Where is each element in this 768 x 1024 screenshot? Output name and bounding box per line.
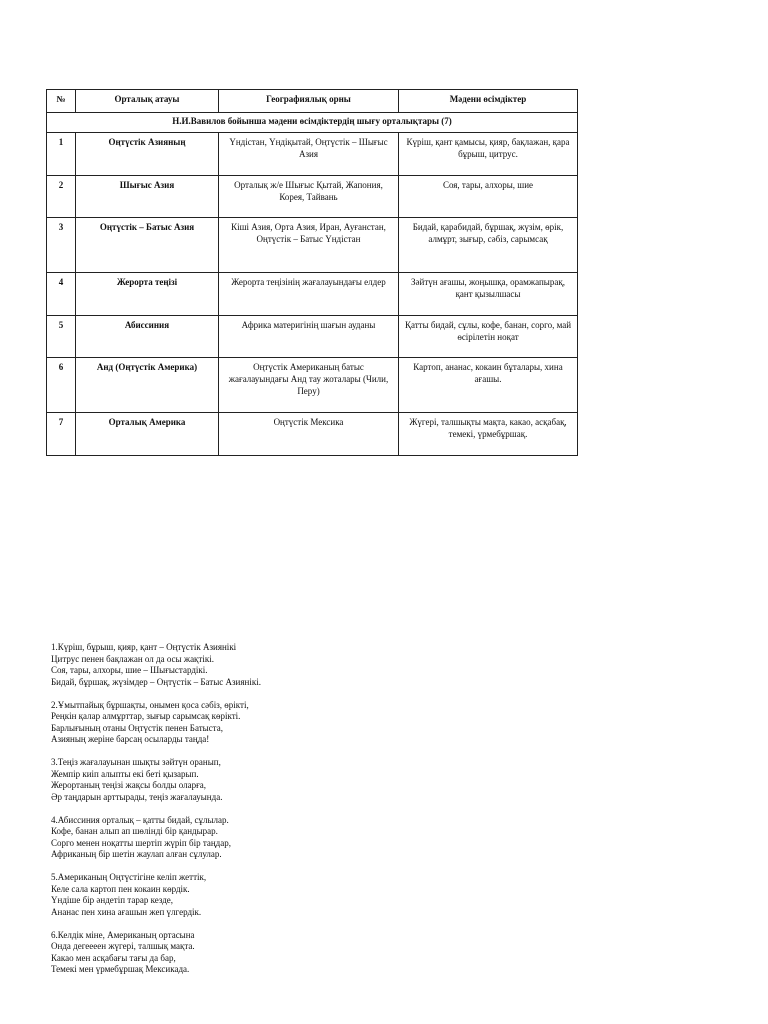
poem-line: Кофе, банан алып ап шөлінді бір қандырар. — [51, 826, 218, 836]
poem-line: Соя, тары, алхоры, шие – Шығыстардікі. — [51, 665, 208, 675]
poem-line: Бидай, бұршақ, жүзімдер – Оңтүстік – Батыс Азиянікі. — [51, 676, 261, 687]
table-body — [47, 133, 578, 456]
header-number: № — [47, 90, 76, 113]
poem-line: Азияның жеріне барсаң осыларды таңда! — [51, 734, 210, 744]
center-name: Шығыс Азия — [76, 176, 219, 218]
row-number: 3 — [47, 218, 76, 273]
poem-stanza — [51, 872, 571, 918]
poem-line: 6.Келдік міне, Американың ортасына — [51, 929, 195, 940]
geographic-location: Орталық ж/е Шығыс Қытай, Жапония, Корея, Тайвань — [219, 176, 399, 218]
cultivated-plants: Қатты бидай, сұлы, кофе, банан, сорго, май өсірілетін ноқат — [399, 316, 578, 358]
table-row — [47, 413, 578, 456]
poem-line: Ананас пен хина ағашын жеп үлгердік. — [51, 906, 202, 917]
geographic-location: Жерорта теңізінің жағалауындағы елдер — [219, 273, 399, 316]
poem-line: 1.Күріш, бұрыш, қияр, қант – Оңтүстік Азиянікі — [51, 642, 237, 652]
poem-line: 5.Американың Оңтүстігіне келіп жеттік, — [51, 872, 207, 882]
poem-line: Онда дегеееен жүгері, талшық мақта. — [51, 941, 195, 951]
poem-line: Какао мен асқабағы тағы да бар, — [51, 952, 176, 963]
table-row — [47, 133, 578, 176]
header-center-name: Орталық атауы — [76, 90, 219, 113]
poem-line: Келе сала картоп пен кокаин көрдік. — [51, 883, 190, 894]
cultivated-plants: Күріш, қант қамысы, қияр, бақлажан, қара бұрыш, цитрус. — [399, 133, 578, 176]
row-number: 2 — [47, 176, 76, 218]
table-row — [47, 316, 578, 358]
poem-line: Темекі мен үрмебұршақ Мексикада. — [51, 964, 190, 974]
poem-line: 2.Ұмытпайық бұршақты, онымен қоса сәбіз, өрікті, — [51, 699, 249, 710]
row-number: 6 — [47, 358, 76, 413]
poem-line: Барлығының отаны Оңтүстік пенен Батыста, — [51, 722, 223, 733]
table-header — [47, 90, 578, 113]
poem-line: 3.Теңіз жағалауынан шықты зәйтүн оранып, — [51, 757, 221, 767]
table-row — [47, 358, 578, 413]
poem-line: 4.Абиссиния орталық – қатты бидай, сұлылар. — [51, 814, 229, 825]
center-name: Жерорта теңізі — [76, 273, 219, 316]
table-row — [47, 218, 578, 273]
table-caption-row — [47, 113, 578, 133]
poem-line: Африканың бір шетін жаулап алған сұлулар. — [51, 849, 222, 859]
row-number: 4 — [47, 273, 76, 316]
poem-line: Үндіше бір әндетіп тарар кезде, — [51, 895, 174, 905]
poem-line: Цитрус пенен бақлажан ол да осы жақтікі. — [51, 653, 214, 664]
poem-line: Жерортаның теңізі жақсы болды оларға, — [51, 780, 207, 790]
cultivated-plants: Картоп, ананас, кокаин бұталары, хина ағашы. — [399, 358, 578, 413]
table-caption: Н.И.Вавилов бойынша мәдени өсімдіктердің шығу орталықтары (7) — [47, 113, 578, 133]
header-geographic-location: Географиялық орны — [219, 90, 399, 113]
poem-line: Әр таңдарын арттырады, теңіз жағалауында. — [51, 791, 223, 802]
geographic-location: Оңтүстік Американың батыс жағалауындағы Анд тау жоталары (Чили, Перу) — [219, 358, 399, 413]
poem-stanza — [51, 757, 571, 803]
cultivated-plants: Зәйтүн ағашы, жоңышқа, орамжапырақ, қант қызылшасы — [399, 273, 578, 316]
poem-stanza — [51, 930, 571, 976]
center-name: Анд (Оңтүстік Америка) — [76, 358, 219, 413]
center-name: Оңтүстік – Батыс Азия — [76, 218, 219, 273]
geographic-location: Үндістан, Үндіқытай, Оңтүстік – Шығыс Азия — [219, 133, 399, 176]
header-cultivated-plants: Мәдени өсімдіктер — [399, 90, 578, 113]
poem-stanza — [51, 642, 571, 688]
table-header-row — [47, 90, 578, 113]
cultivated-plants: Бидай, қарабидай, бұршақ, жүзім, өрік, алмұрт, зығыр, сәбіз, сарымсақ — [399, 218, 578, 273]
table-row — [47, 176, 578, 218]
geographic-location: Оңтүстік Мексика — [219, 413, 399, 456]
center-name: Орталық Америка — [76, 413, 219, 456]
poem-line: Реңкін қалар алмұрттар, зығыр сарымсақ көрікті. — [51, 711, 241, 721]
table-row — [47, 273, 578, 316]
geographic-location: Африка материгінің шағын ауданы — [219, 316, 399, 358]
vavilov-centers-table — [46, 89, 578, 456]
row-number: 5 — [47, 316, 76, 358]
row-number: 7 — [47, 413, 76, 456]
poem-stanza — [51, 815, 571, 861]
poem-line: Жемпір киіп алыпты екі беті қызарып. — [51, 768, 199, 779]
poem-stanza — [51, 700, 571, 746]
geographic-location: Кіші Азия, Орта Азия, Иран, Ауғанстан, Оңтүстік – Батыс Үндістан — [219, 218, 399, 273]
row-number: 1 — [47, 133, 76, 176]
cultivated-plants: Соя, тары, алхоры, шие — [399, 176, 578, 218]
cultivated-plants: Жүгері, талшықты мақта, какао, асқабақ, темекі, үрмебұршақ. — [399, 413, 578, 456]
center-name: Абиссиния — [76, 316, 219, 358]
table-caption-row-group — [47, 113, 578, 133]
center-name: Оңтүстік Азияның — [76, 133, 219, 176]
poem-line: Сорго менен ноқатты шертіп жүріп бір таңдар, — [51, 837, 231, 848]
mnemonic-poem — [51, 642, 571, 987]
